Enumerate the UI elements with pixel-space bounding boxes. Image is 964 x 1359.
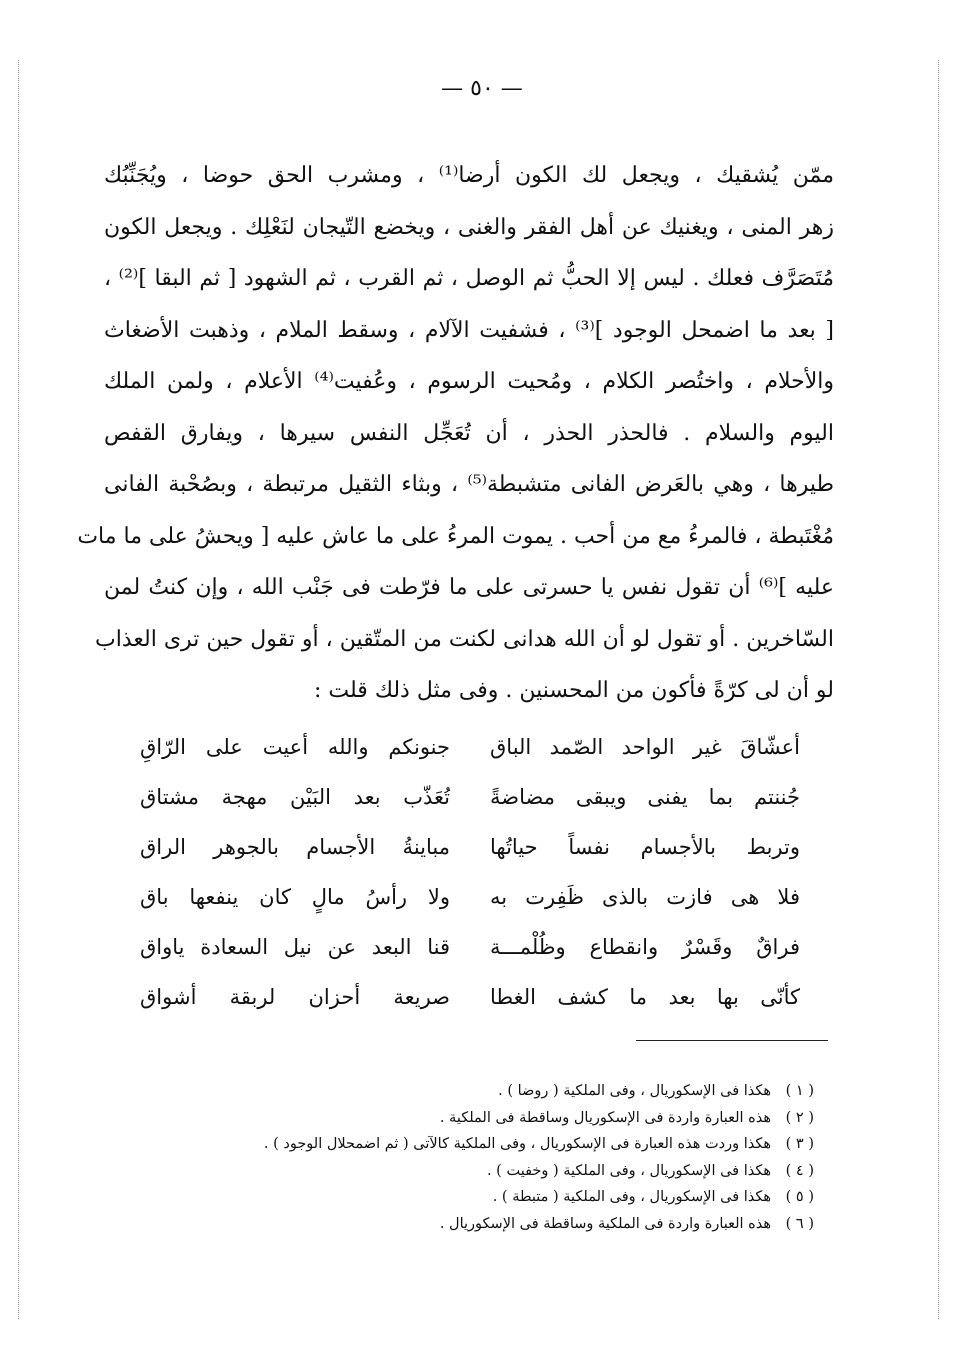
footnote — [134, 1158, 814, 1185]
footnote-text: هكذا فى الإسكوريال ، وفى الملكية ( روضا ) . — [498, 1083, 772, 1099]
footnote-text: هذه العبارة واردة فى الملكية وساقطة فى الإسكوريال . — [439, 1215, 772, 1232]
poem-first-hemistich: جُننتم بما يفنى ويبقى مضاضةً — [490, 785, 800, 809]
text-line: والأحلام ، واختُصر الكلام ، ومُحيت الرسوم ، وعُفيت⁽⁴⁾ الأعلام ، ولمن الملك — [104, 369, 834, 394]
footnote-separator-rule — [636, 1040, 828, 1041]
text-line: [ بعد ما اضمحل الوجود ]⁽³⁾ ، فشفيت الآلام ، وسقط الملام ، وذهبت الأضغاث — [104, 317, 834, 343]
footnote-text: هكذا وردت هذه العبارة فى الإسكوريال ، وفى الملكية كالآتى ( ثم اضمحلال الوجود ) . — [263, 1136, 772, 1152]
left-margin-dotted-line — [18, 60, 19, 1319]
footnote — [134, 1184, 814, 1211]
right-margin-dotted-line — [938, 60, 939, 1319]
text-line: زهر المنى ، ويغنيك عن أهل الفقر والغنى ، ويخضع التّيجان لنَعْلِك . ويجعل الكون — [104, 214, 834, 240]
text-line: مُغْتَبطة ، فالمرءُ مع من أحب . يموت المرءُ على ما عاش عليه [ ويحشُ على ما مات — [77, 523, 834, 549]
text-line: مُتَصَرَّف فعلك . ليس إلا الحبُّ ثم الوصل ، ثم القرب ، ثم الشهود [ ثم البقا ]⁽²⁾ ، — [104, 266, 835, 291]
footnote-number: ( ٣ ) — [785, 1136, 814, 1152]
poem-first-hemistich: فلا هى فازت بالذى ظَفِرت به — [490, 885, 800, 909]
poem-verse — [140, 722, 800, 772]
page-number: — ٥٠ — — [441, 76, 523, 101]
footnote-text: هذه العبارة واردة فى الإسكوريال وساقطة فى الملكية . — [439, 1109, 772, 1126]
poem-verse — [140, 772, 800, 822]
main-text — [77, 150, 835, 717]
poem-second-hemistich: تُعَذّب بعد البَيْن مهجة مشتاق — [140, 785, 450, 809]
poem-second-hemistich: صريعة أحزان لربقة أشواق — [140, 985, 450, 1009]
poem-first-hemistich: أعشّاقَ غير الواحد الصّمد الباق — [490, 735, 800, 759]
poem-first-hemistich: وتربط بالأجسام نفساً حياتُها — [490, 835, 800, 859]
poem-verse — [140, 822, 800, 872]
poem-verse — [140, 922, 800, 972]
poem-first-hemistich: كأنّى بها بعد ما كشف الغطا — [490, 985, 800, 1009]
poem — [140, 722, 800, 1022]
text-line: ممّن يُشقيك ، ويجعل لك الكون أرضا⁽¹⁾ ، ومشرب الحق حوضا ، ويُجَنِّبُك — [104, 163, 834, 188]
poem-second-hemistich: قنا البعد عن نيل السعادة ياواق — [140, 935, 450, 959]
poem-second-hemistich: جنونكم والله أعيت على الرّاقِ — [140, 735, 450, 759]
text-line: طيرها ، وهي بالعَرض الفانى متشبطة⁽⁵⁾ ، وبثاء الثقيل مرتبطة ، وبصُحْبة الفانى — [104, 472, 835, 497]
text-line: عليه ]⁽⁶⁾ أن تقول نفس يا حسرتى على ما فرّطت فى جَنْب الله ، وإن كنتُ لمن — [104, 575, 834, 600]
footnote — [134, 1105, 814, 1132]
footnote-number: ( ٥ ) — [785, 1189, 814, 1205]
footnote — [134, 1211, 814, 1238]
footnote — [134, 1131, 814, 1158]
footnote-number: ( ١ ) — [785, 1083, 814, 1099]
footnote-number: ( ٦ ) — [785, 1215, 814, 1232]
poem-verse — [140, 872, 800, 922]
footnote — [134, 1078, 814, 1105]
footnote-number: ( ٢ ) — [785, 1109, 814, 1126]
poem-verse — [140, 972, 800, 1022]
poem-second-hemistich: ولا رأسُ مالٍ كان ينفعها باق — [140, 885, 450, 909]
text-line: لو أن لى كرّةً فأكون من المحسنين . وفى مثل ذلك قلت : — [314, 678, 834, 703]
footnote-text: هكذا فى الإسكوريال ، وفى الملكية ( وخفيت ) . — [486, 1162, 772, 1179]
poem-first-hemistich: فراقٌ وقَسْرٌ وانقطاع وظُلْمـــة — [490, 935, 800, 959]
footnote-number: ( ٤ ) — [785, 1162, 814, 1179]
text-line: اليوم والسلام . فالحذر الحذر ، أن تُعَجِّل النفس سيرها ، ويفارق القفص — [104, 420, 834, 446]
footnotes — [134, 1078, 814, 1237]
text-line: السّاخرين . أو تقول لو أن الله هدانى لكنت من المتّقين ، أو تقول حين ترى العذاب — [95, 626, 834, 652]
poem-second-hemistich: مباينةُ الأجسام بالجوهر الراق — [140, 835, 450, 859]
footnote-text: هكذا فى الإسكوريال ، وفى الملكية ( متبطة ) . — [492, 1189, 772, 1205]
